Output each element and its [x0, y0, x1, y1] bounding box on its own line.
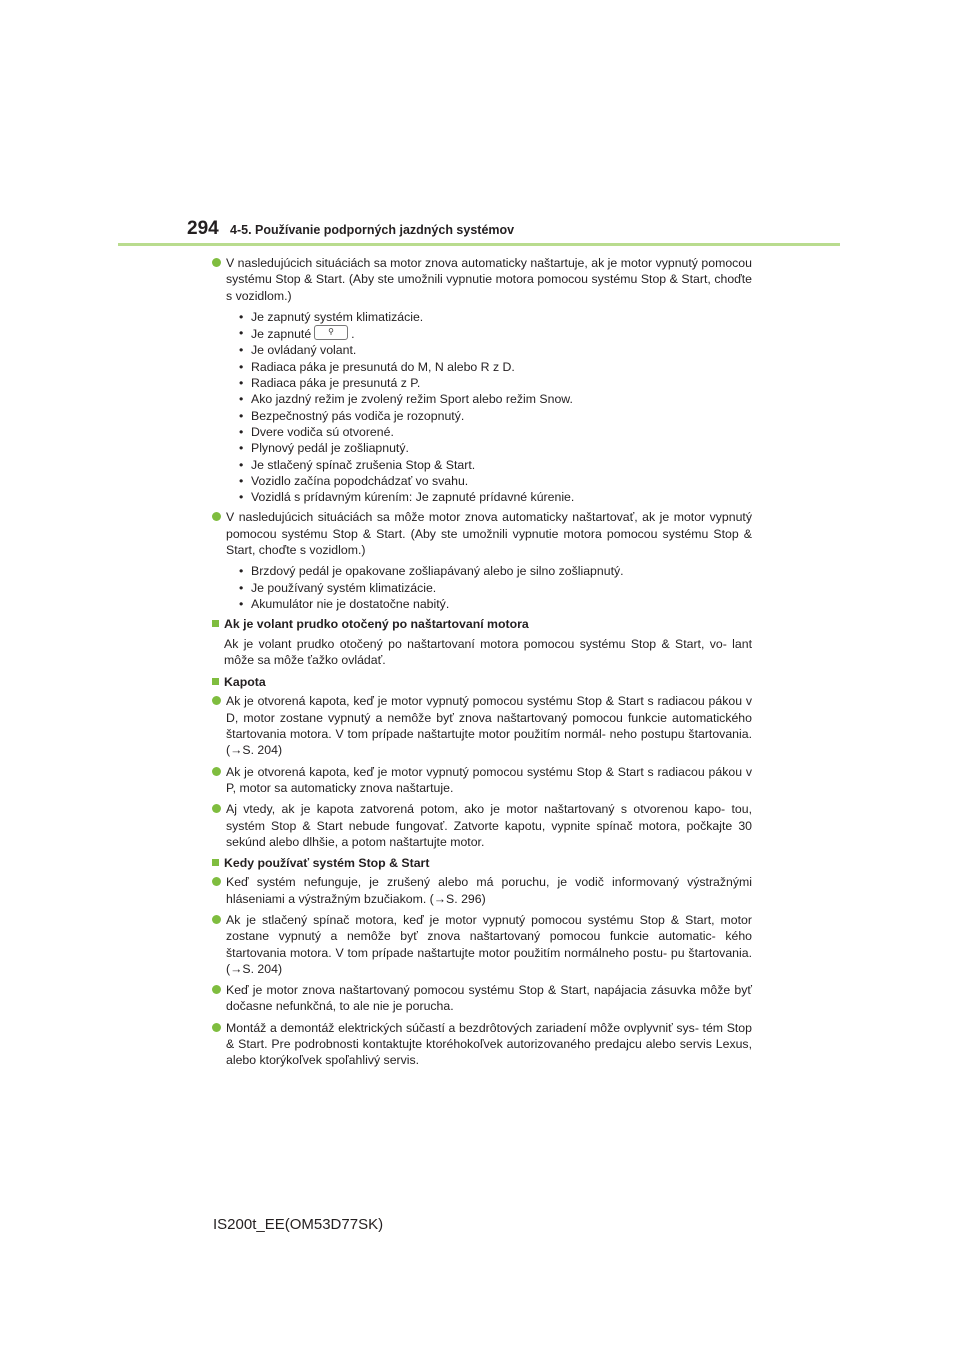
- list-item: • Radiaca páka je presunutá z P.: [239, 376, 421, 391]
- list-item: • Je ovládaný volant.: [239, 343, 357, 358]
- list-item: • Je zapnutý systém klimatizácie.: [239, 309, 424, 324]
- main-content: [212, 255, 752, 1074]
- paragraph-text: V nasledujúcich situáciách sa môže motor znova automaticky naštartovať, ak je motor vypnutý pomocou systému Stop & Start. (Aby ste umožnili vypnutie motora pomocou systému Stop & Start, choďte s vozidlom.): [226, 510, 752, 558]
- list-item: • Ako jazdný režim je zvolený režim Sport alebo režim Snow.: [239, 392, 573, 407]
- list-item: • Dvere vodiča sú otvorené.: [239, 424, 394, 439]
- list-item: • Radiaca páka je presunutá do M, N alebo R z D.: [239, 359, 515, 374]
- green-dot-icon: [212, 258, 221, 267]
- heading-steering: Ak je volant prudko otočený po naštartovaní motora: [212, 616, 752, 632]
- heading-hood: Kapota: [212, 674, 752, 690]
- may-restart-list: [212, 563, 752, 612]
- section-title: 4-5. Používanie podporných jazdných systémov: [230, 223, 515, 237]
- heading-when-to-use: Kedy používať systém Stop & Start: [212, 855, 752, 871]
- list-item: • Brzdový pedál je opakovane zošliapávaný alebo je silno zošliapnutý.: [239, 564, 624, 579]
- page-header: [0, 0, 960, 250]
- green-dot-icon: [212, 767, 221, 776]
- paragraph-accessories: Montáž a demontáž elektrických súčastí a bezdrôtových zariadení môže ovplyvniť sys- tém Stop & Start. Pre podrobnosti kontaktujte ktoréhokoľvek autorizovaného predajcu alebo servis Lexus, alebo ktorýkoľvek spoľahlivý servis.: [212, 1020, 752, 1069]
- steering-text: Ak je volant prudko otočený po naštartovaní motora pomocou systému Stop & Start, vo- lant môže sa môže ťažko ovládať.: [224, 636, 752, 667]
- green-dot-icon: [212, 1023, 221, 1032]
- list-item: • Vozidlo začína popodchádzať vo svahu.: [239, 473, 469, 488]
- paragraph-hood-closed: Aj vtedy, ak je kapota zatvorená potom, ako je motor naštartovaný s otvorenou kapo- tou, systém Stop & Start nebude fungovať. Zatvorte kapotu, vypnite spínač motora, počkajte 30 sekúnd alebo dlhšie, a potom naštartujte motor.: [212, 801, 752, 850]
- auto-restart-list: [212, 309, 752, 506]
- paragraph-hood-d: Ak je otvorená kapota, keď je motor vypnutý pomocou systému Stop & Start s radiacou pákou v D, motor zostane vypnutý a nemôže byť znova naštartovaný pomocou funkcie automatického štartovania motora. V tom prípade naštartujte motor použitím normál- neho postupu štartovania. (→S. 204): [212, 693, 752, 758]
- paragraph-text: V nasledujúcich situáciách sa motor znova automaticky naštartuje, ak je motor vypnutý pomocou systému Stop & Start. (Aby ste umožnili vypnutie motora pomocou systému Stop & Start, choďte s vozidlom.): [226, 256, 752, 303]
- list-item: • Je stlačený spínač zrušenia Stop & Start.: [239, 457, 476, 472]
- header-divider: [118, 243, 840, 246]
- paragraph-power-outlet: Keď je motor znova naštartovaný pomocou systému Stop & Start, napájacia zásuvka môže byť dočasne nefunkčná, to ale nie je porucha.: [212, 982, 752, 1015]
- paragraph-hood-p: Ak je otvorená kapota, keď je motor vypnutý pomocou systému Stop & Start s radiacou pákou v P, motor sa automaticky znova naštartuje.: [212, 764, 752, 797]
- paragraph-warnings: Keď systém nefunguje, je zrušený alebo má poruchu, je vodič informovaný výstražnými hláseniami a výstražným bzučiakom. (→S. 296): [212, 874, 752, 907]
- green-square-icon: [212, 678, 219, 685]
- list-item: • Vozidlá s prídavným kúrením: Je zapnuté prídavné kúrenie.: [239, 490, 575, 505]
- green-dot-icon: [212, 804, 221, 813]
- green-square-icon: [212, 859, 219, 866]
- defroster-switch-icon: ⚲: [314, 325, 348, 340]
- green-dot-icon: [212, 985, 221, 994]
- paragraph-may-restart: [212, 509, 752, 558]
- paragraph-engine-switch: Ak je stlačený spínač motora, keď je motor vypnutý pomocou systému Stop & Start, motor zostane vypnutý a nemôže byť znova naštartovaný pomocou funkcie automatic- kého štartovania motora. V tom prípade naštartujte motor použitím normálneho postu- pu štartovania. (→S. 204): [212, 912, 752, 977]
- paragraph-auto-restart: [212, 255, 752, 304]
- list-item: • Bezpečnostný pás vodiča je rozopnutý.: [239, 408, 465, 423]
- list-item: • Akumulátor nie je dostatočne nabitý.: [239, 596, 450, 611]
- list-item: • Plynový pedál je zošliapnutý.: [239, 441, 409, 456]
- list-item: • Je používaný systém klimatizácie.: [239, 580, 437, 595]
- list-item: • Je zapnuté ⚲ .: [239, 326, 355, 342]
- green-dot-icon: [212, 512, 221, 521]
- green-dot-icon: [212, 877, 221, 886]
- green-dot-icon: [212, 696, 221, 705]
- green-square-icon: [212, 620, 219, 627]
- page-number: 294: [187, 218, 219, 239]
- green-dot-icon: [212, 915, 221, 924]
- model-code-footer: IS200t_EE(OM53D77SK): [213, 1216, 384, 1233]
